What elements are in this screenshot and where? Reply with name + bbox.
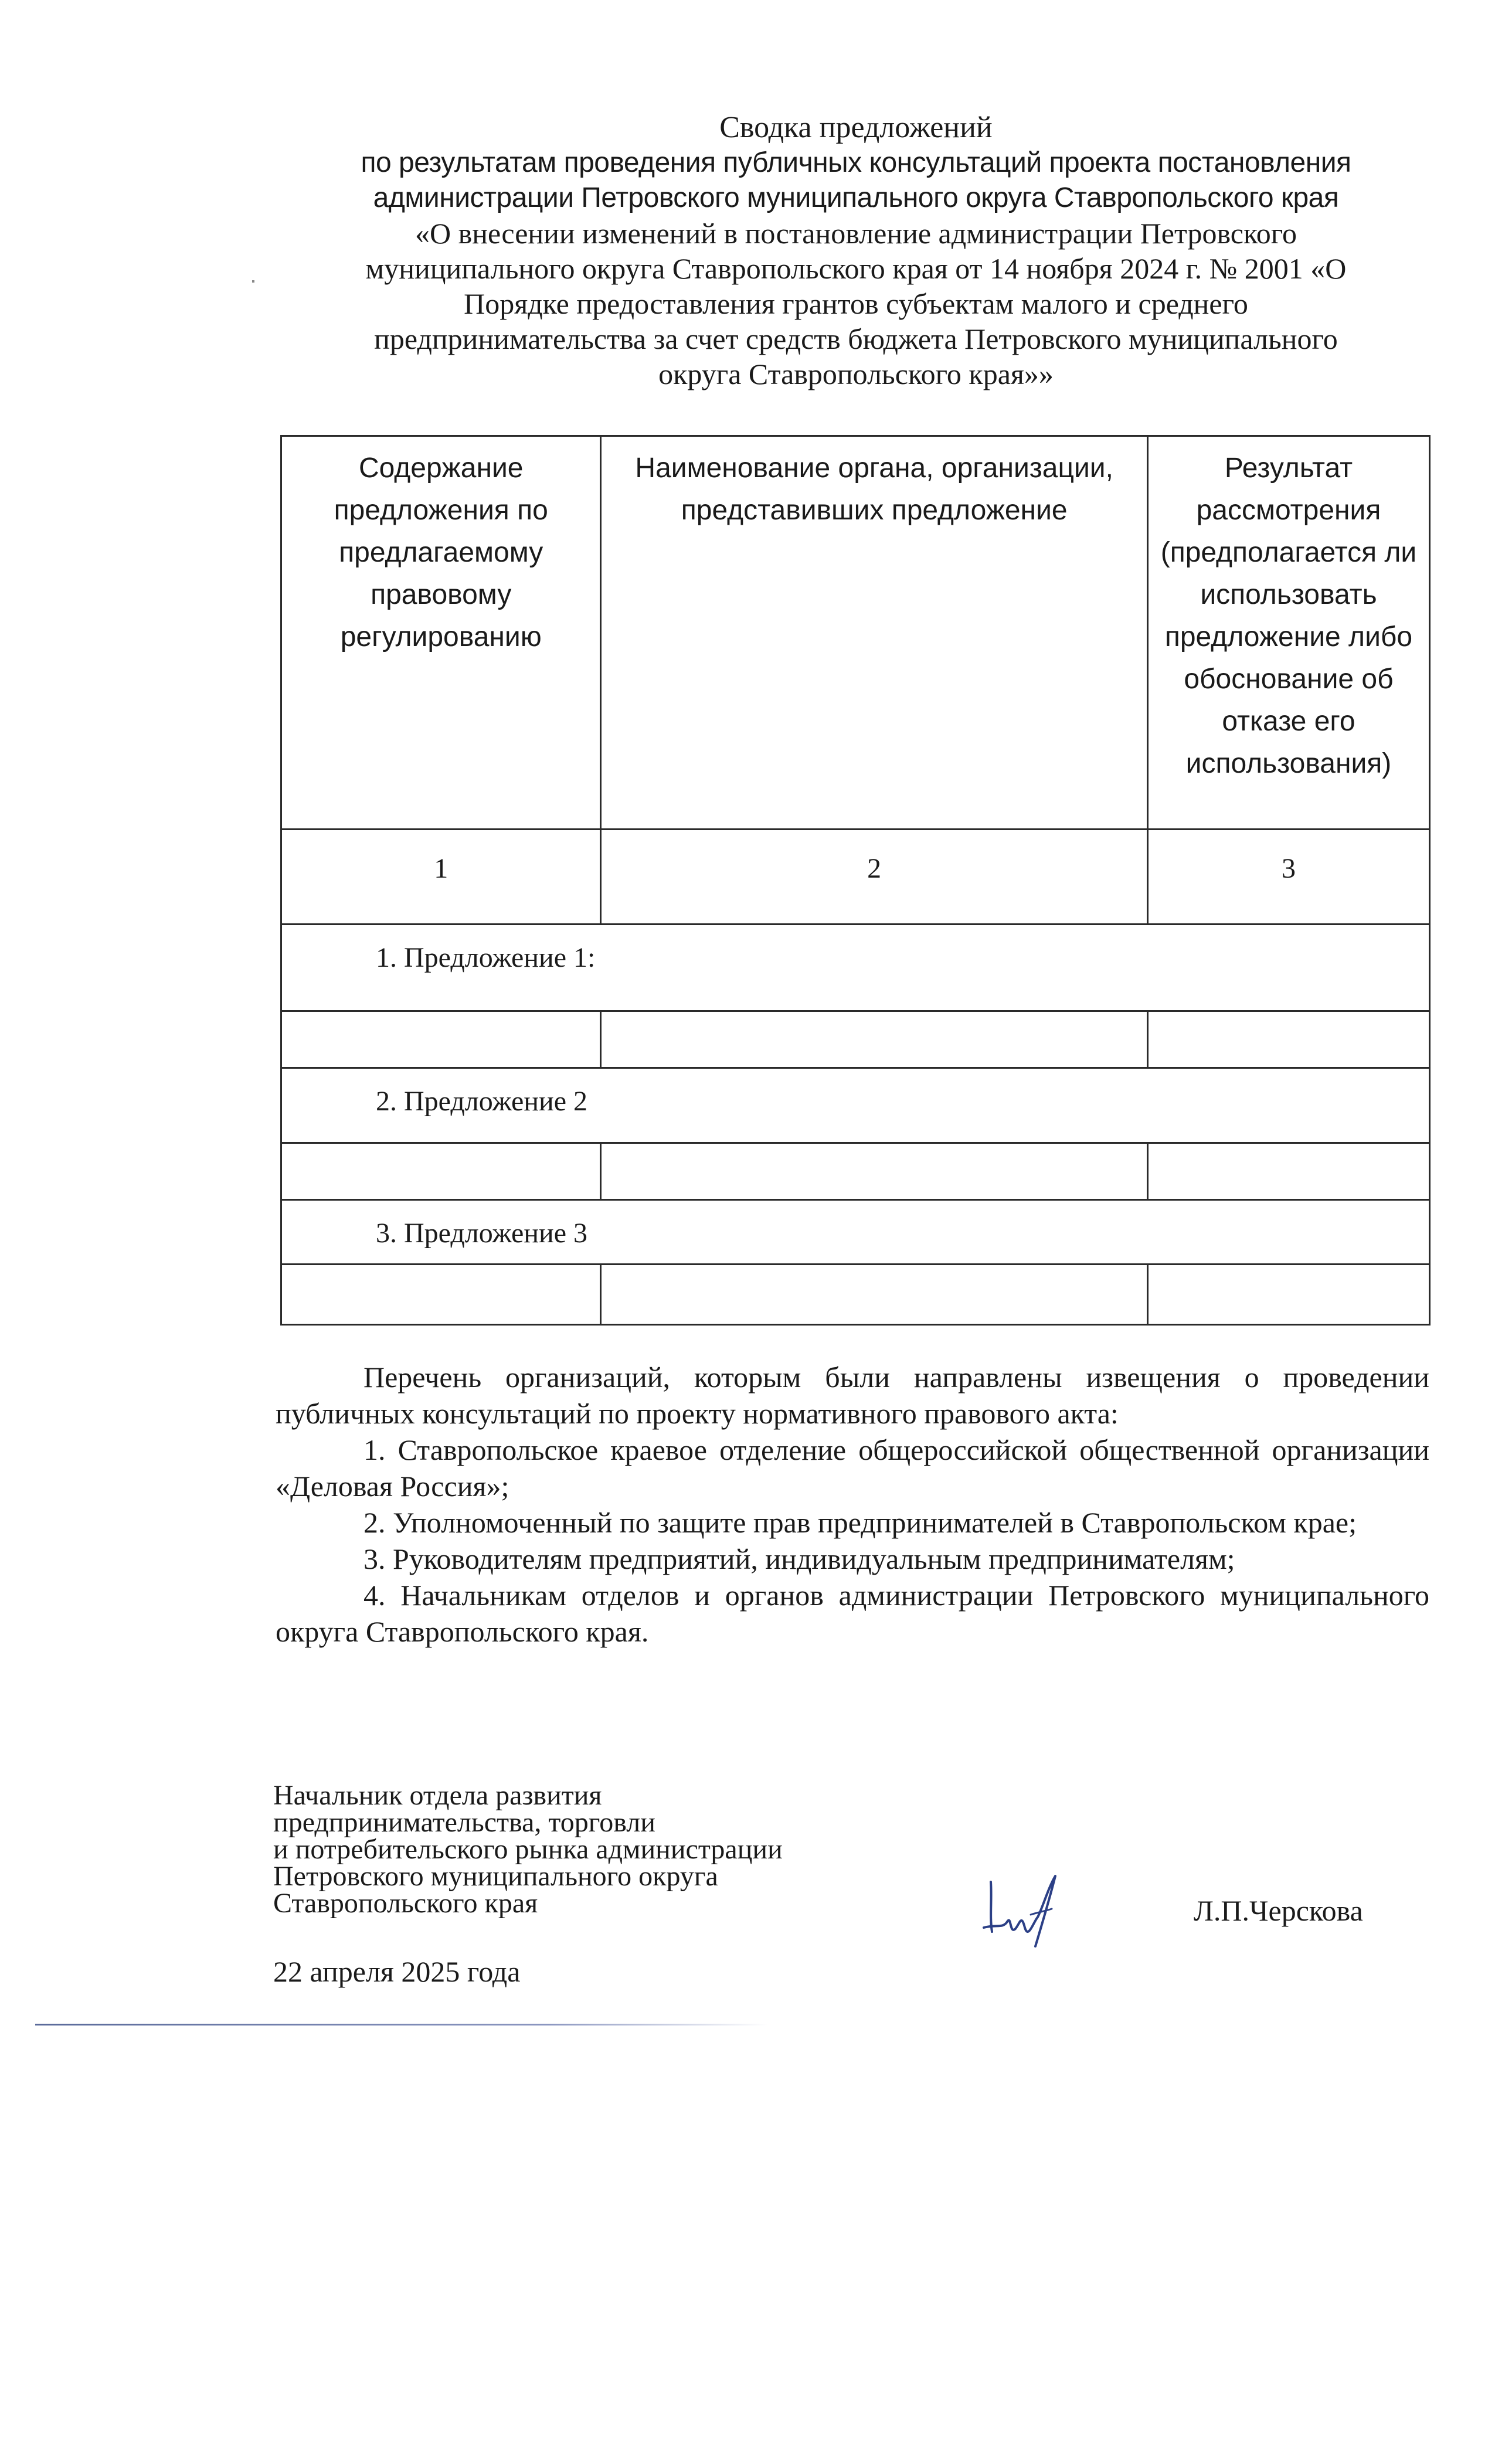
table-cell: [1147, 1143, 1429, 1200]
scan-divider: [35, 2024, 768, 2025]
column-number-row: [281, 830, 1430, 925]
proposal-label: 1. Предложение 1:: [281, 925, 1430, 1011]
proposal-row: [281, 1068, 1430, 1143]
title-line: по результатам проведения публичных консультаций проекта постановления: [361, 147, 1351, 178]
table-cell: [601, 1011, 1148, 1068]
list-item: 4. Начальникам отделов и органов администрации Петровского муниципального округа Ставропольского края.: [276, 1579, 1429, 1648]
table-cell: [281, 1011, 601, 1068]
title-line: «О внесении изменений в постановление администрации Петровского: [414, 217, 1297, 250]
table-header-row: [281, 436, 1430, 830]
signer-position-line: и потребительского рынка администрации: [273, 1834, 783, 1865]
title-line: администрации Петровского муниципального округа Ставропольского края: [373, 182, 1339, 213]
title-line: муниципального округа Ставропольского края от 14 ноября 2024 г. № 2001 «О: [365, 252, 1347, 285]
header-cell-result: Результат рассмотрения (предполагается ли использовать предложение либо обоснование об отказе его использования): [1147, 436, 1429, 830]
handwritten-signature: [979, 1858, 1085, 1952]
proposals-table: [280, 435, 1431, 1326]
table-row: [281, 1143, 1430, 1200]
signer-position-line: предпринимательства, торговли: [273, 1807, 655, 1838]
table-row: [281, 1265, 1430, 1325]
list-item: 2. Уполномоченный по защите прав предпринимателей в Ставропольском крае;: [363, 1506, 1357, 1539]
table-cell: [281, 1143, 601, 1200]
proposal-row: [281, 1200, 1430, 1265]
title-line: Сводка предложений: [719, 111, 993, 144]
title-line: Порядке предоставления грантов субъектам малого и среднего: [464, 287, 1248, 320]
column-number: 2: [601, 830, 1148, 925]
list-item: 3. Руководителям предприятий, индивидуальным предпринимателям;: [363, 1542, 1235, 1575]
table-cell: [281, 1265, 601, 1325]
table-row: [281, 1011, 1430, 1068]
document-date: 22 апреля 2025 года: [273, 1955, 521, 1988]
signer-position: [273, 1782, 783, 1917]
title-line: предпринимательства за счет средств бюджета Петровского муниципального: [374, 322, 1338, 355]
proposal-row: [281, 925, 1430, 1011]
proposal-label: 2. Предложение 2: [281, 1068, 1430, 1143]
signer-position-line: Начальник отдела развития: [273, 1780, 602, 1811]
signer-position-line: Петровского муниципального округа: [273, 1861, 718, 1892]
table-cell: [1147, 1011, 1429, 1068]
signer-position-line: Ставропольского края: [273, 1888, 538, 1919]
signer-name: Л.П.Черскова: [1194, 1894, 1363, 1927]
document-title: [281, 110, 1431, 392]
scan-speck: [252, 280, 254, 283]
header-cell-content: Содержание предложения по предлагаемому правовому регулированию: [281, 436, 601, 830]
title-line: округа Ставропольского края»»: [658, 358, 1054, 390]
notice-intro: Перечень организаций, которым были направлены извещения о проведении публичных консультаций по проекту нормативного правового акта:: [276, 1361, 1429, 1430]
header-cell-organization: Наименование органа, организации, представивших предложение: [601, 436, 1148, 830]
list-item: 1. Ставропольское краевое отделение общероссийской общественной организации «Деловая Россия»;: [276, 1433, 1429, 1503]
table-cell: [601, 1265, 1148, 1325]
column-number: 3: [1147, 830, 1429, 925]
table-cell: [601, 1143, 1148, 1200]
table-cell: [1147, 1265, 1429, 1325]
column-number: 1: [281, 830, 601, 925]
proposal-label: 3. Предложение 3: [281, 1200, 1430, 1265]
notice-list: [276, 1359, 1429, 1650]
